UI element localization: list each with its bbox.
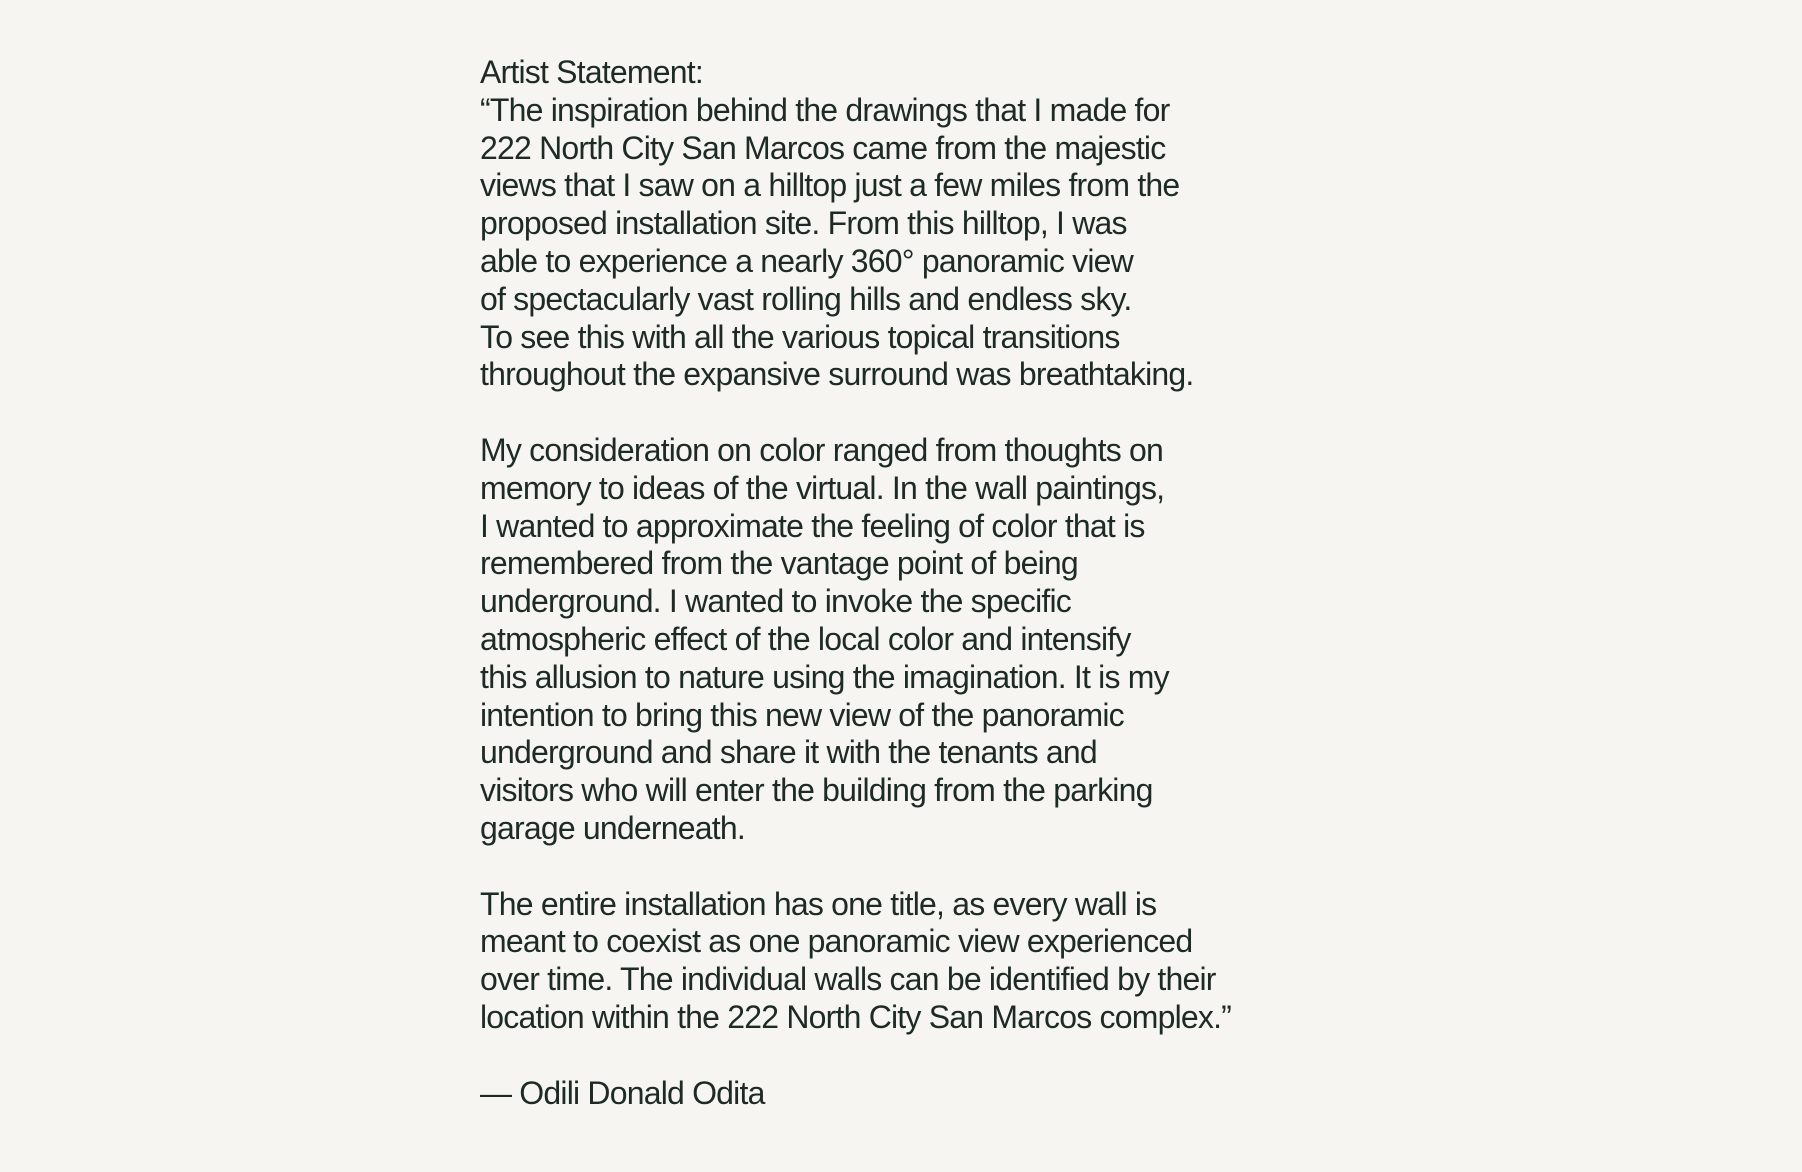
paragraph-line: underground and share it with the tenants and bbox=[480, 734, 1097, 771]
paragraph-line: able to experience a nearly 360° panoramic view bbox=[480, 242, 1133, 279]
paragraph-line: “The inspiration behind the drawings that I made for bbox=[480, 91, 1170, 128]
paragraph-line: The entire installation has one title, as every wall is bbox=[480, 885, 1157, 922]
paragraph-line: underground. I wanted to invoke the specific bbox=[480, 583, 1071, 620]
paragraph-spacer bbox=[480, 848, 1360, 886]
paragraph-line: garage underneath. bbox=[480, 809, 745, 846]
statement-paragraph-2 bbox=[480, 432, 1360, 848]
statement-paragraph-1 bbox=[480, 92, 1360, 394]
paragraph-line: intention to bring this new view of the panoramic bbox=[480, 696, 1124, 733]
paragraph-line: atmospheric effect of the local color and intensify bbox=[480, 620, 1131, 657]
statement-paragraph-3 bbox=[480, 886, 1360, 1037]
paragraph-line: location within the 222 North City San Marcos complex.” bbox=[480, 998, 1232, 1035]
paragraph-line: To see this with all the various topical transitions bbox=[480, 318, 1120, 355]
statement-heading: Artist Statement: bbox=[480, 54, 703, 90]
paragraph-line: views that I saw on a hilltop just a few miles from the bbox=[480, 167, 1180, 204]
paragraph-line: remembered from the vantage point of being bbox=[480, 545, 1078, 582]
paragraph-line: of spectacularly vast rolling hills and endless sky. bbox=[480, 280, 1132, 317]
paragraph-line: this allusion to nature using the imagination. It is my bbox=[480, 658, 1169, 695]
paragraph-line: meant to coexist as one panoramic view experienced bbox=[480, 923, 1193, 960]
statement-attribution: — Odili Donald Odita bbox=[480, 1074, 765, 1111]
paragraph-line: memory to ideas of the virtual. In the wall paintings, bbox=[480, 469, 1165, 506]
paragraph-line: over time. The individual walls can be identified by their bbox=[480, 961, 1216, 998]
paragraph-line: 222 North City San Marcos came from the majestic bbox=[480, 129, 1166, 166]
paragraph-line: My consideration on color ranged from thoughts on bbox=[480, 431, 1163, 468]
paragraph-line: I wanted to approximate the feeling of color that is bbox=[480, 507, 1145, 544]
paragraph-line: throughout the expansive surround was breathtaking. bbox=[480, 356, 1194, 393]
paragraph-spacer bbox=[480, 394, 1360, 432]
paragraph-spacer bbox=[480, 1037, 1360, 1075]
artist-statement bbox=[480, 54, 1360, 1112]
paragraph-line: proposed installation site. From this hilltop, I was bbox=[480, 205, 1127, 242]
paragraph-line: visitors who will enter the building from the parking bbox=[480, 772, 1153, 809]
